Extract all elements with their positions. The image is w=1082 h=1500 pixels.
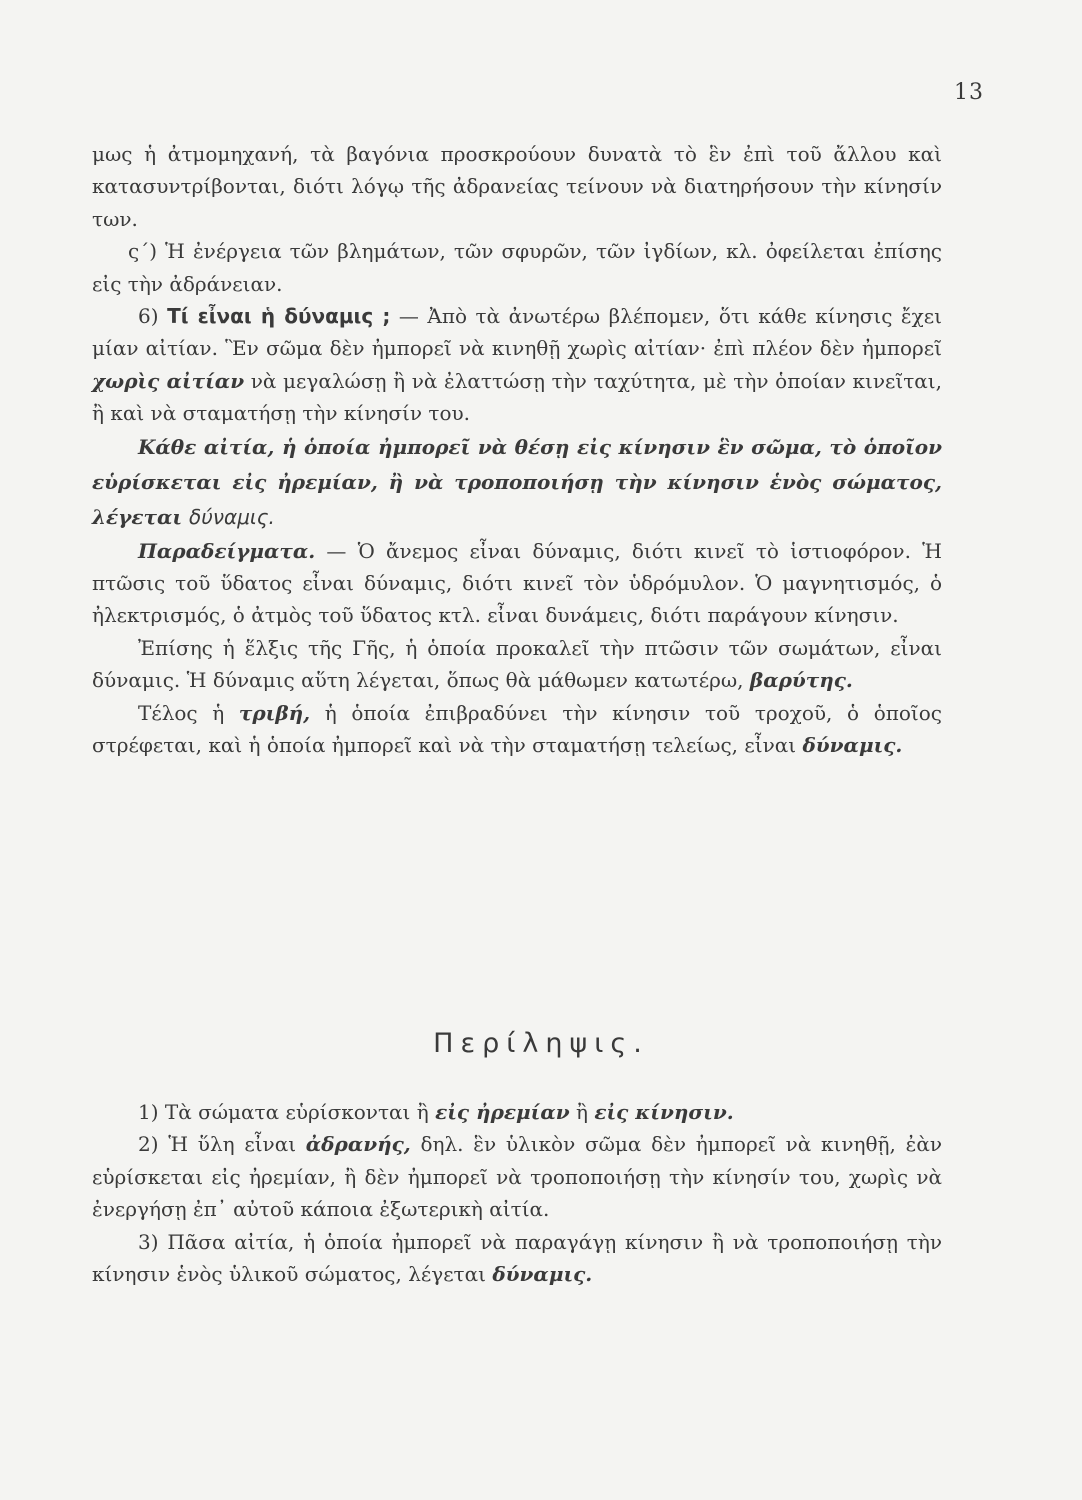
summary-title: Περίληψις. xyxy=(433,1028,649,1059)
section-text-1: — Ἀπὸ τὰ ἀνωτέρω βλέπομεν, ὅτι κάθε κίνησις ἔχει μίαν αἰτίαν. Ἓν σῶμα δὲν ἠμπορεῖ νὰ κινηθῇ χωρὶς αἰτίαν· ἐπὶ πλέον δὲν ἠμπορεῖ xyxy=(92,304,942,361)
paragraph-examples xyxy=(92,535,942,632)
friction-term: τριβή, xyxy=(238,700,311,725)
gravity-term: βαρύτης. xyxy=(749,668,853,693)
paragraph-what-is-force xyxy=(92,300,942,430)
definition-term: δύναμις. xyxy=(189,504,275,529)
summary-item-2-text-a: 2) Ἡ ὕλη εἶναι xyxy=(138,1132,297,1157)
section-number: 6) xyxy=(138,304,159,329)
page-number: 13 xyxy=(954,80,984,105)
friction-text-2: ἡ ὁποία ἐπιβραδύνει τὴν κίνησιν τοῦ τροχοῦ, ὁ ὁποῖος στρέφεται, καὶ ἡ ὁποία ἠμπορεῖ καὶ νὰ τὴν σταματήσῃ τελείως, εἶναι xyxy=(92,700,943,758)
paragraph-gravity xyxy=(92,632,942,697)
summary-item-1 xyxy=(92,1096,942,1128)
definition-of-force xyxy=(92,430,942,535)
paragraph-friction xyxy=(92,697,942,762)
main-text xyxy=(92,138,942,762)
summary-item-2 xyxy=(92,1128,942,1225)
section-heading: Τί εἶναι ἡ δύναμις ; xyxy=(167,304,391,329)
summary-item-2-emphasis: ἀδρανής, xyxy=(305,1132,411,1157)
examples-text: — Ὁ ἄνεμος εἶναι δύναμις, διότι κινεῖ τὸ ἱστιοφόρον. Ἡ πτῶσις τοῦ ὕδατος εἶναι δύναμις, διότι κινεῖ τὸν ὑδρόμυλον. Ὁ μαγνητισμός, ὁ ἠλεκτρισμός, ὁ ἀτμὸς τοῦ ὕδατος κτλ. εἶναι δυνάμεις, διότι παράγουν κίνησιν. xyxy=(92,538,942,628)
friction-term-2: δύναμις. xyxy=(802,733,903,758)
summary-item-2-text-b: δηλ. ἓν ὑλικὸν σῶμα δὲν ἠμπορεῖ νὰ κινηθῇ, ἐὰν εὑρίσκεται εἰς ἠρεμίαν, ἢ δὲν ἠμπορεῖ νὰ τροποποιήσῃ τὴν κίνησίν του, χωρὶς νὰ ἐνεργήσῃ ἐπ᾿ αὐτοῦ κάποια ἐξωτερικὴ αἰτία. xyxy=(92,1132,942,1222)
summary-item-1-emphasis-a: εἰς ἠρεμίαν xyxy=(435,1100,570,1124)
summary-item-3 xyxy=(92,1226,942,1291)
summary-item-1-text: 1) Τὰ σώματα εὑρίσκονται ἢ xyxy=(138,1100,429,1124)
summary-item-1-emphasis-b: εἰς κίνησιν. xyxy=(594,1100,734,1124)
section-emphasis: χωρὶς αἰτίαν xyxy=(92,368,245,393)
summary-item-3-emphasis: δύναμις. xyxy=(492,1262,593,1287)
paragraph-inertia-continued: μως ἡ ἀτμομηχανή, τὰ βαγόνια προσκρούουν δυνατὰ τὸ ἓν ἐπὶ τοῦ ἄλλου καὶ κατασυντρίβονται, διότι λόγῳ τῆς ἀδρανείας τείνουν νὰ διατηρήσουν τὴν κίνησίν των. xyxy=(92,142,942,231)
summary-item-1-or: ἢ xyxy=(575,1100,588,1124)
examples-label: Παραδείγματα. xyxy=(138,538,316,563)
friction-text-1: Τέλος ἡ xyxy=(138,700,225,725)
summary-item-3-text: 3) Πᾶσα αἰτία, ἡ ὁποία ἠμπορεῖ νὰ παραγάγῃ κίνησιν ἢ νὰ τροποποιήσῃ τὴν κίνησιν ἑνὸς ὑλικοῦ σώματος, λέγεται xyxy=(92,1229,942,1287)
definition-text: Κάθε αἰτία, ἡ ὁποία ἠμπορεῖ νὰ θέσῃ εἰς κίνησιν ἓν σῶμα, τὸ ὁποῖον εὑρίσκεται εἰς ἠρεμίαν, ἢ νὰ τροποποιήσῃ τὴν κίνησιν ἑνὸς σώματος, λέγεται xyxy=(92,434,942,529)
paragraph-projectiles: ς΄) Ἡ ἐνέργεια τῶν βλημάτων, τῶν σφυρῶν, τῶν ἰγδίων, κλ. ὀφείλεται ἐπίσης εἰς τὴν ἀδράνειαν. xyxy=(92,239,942,296)
section-text-2: νὰ μεγαλώσῃ ἢ νὰ ἐλαττώσῃ τὴν ταχύτητα, μὲ τὴν ὁποίαν κινεῖται, ἢ καὶ νὰ σταματήσῃ τὴν κίνησίν του. xyxy=(92,368,942,426)
gravity-text: Ἐπίσης ἡ ἕλξις τῆς Γῆς, ἡ ὁποία προκαλεῖ τὴν πτῶσιν τῶν σωμάτων, εἶναι δύναμις. Ἡ δύναμις αὕτη λέγεται, ὅπως θὰ μάθωμεν κατωτέρω, xyxy=(92,635,942,693)
summary-text xyxy=(92,1096,942,1290)
